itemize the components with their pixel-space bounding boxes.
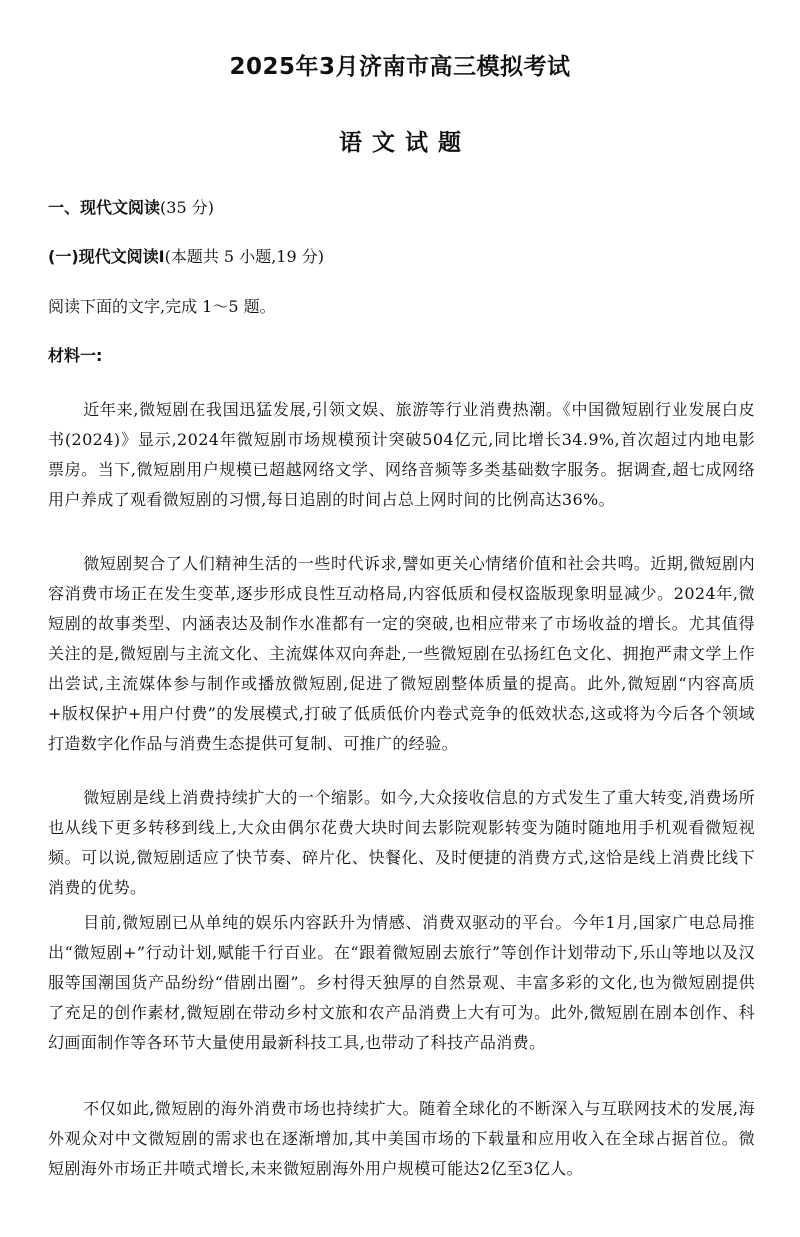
subsection-heading-note: (本题共 5 小题,19 分) (164, 247, 324, 266)
paragraph-1: 近年来,微短剧在我国迅猛发展,引领文娱、旅游等行业消费热潮。《中国微短剧行业发展白皮书(2024)》显示,2024年微短剧市场规模预计突破504亿元,同比增长34.9%,首次超过内地电影票房。当下,微短剧用户规模已超越网络文学、网络音频等多类基础数字服务。据调查,超七成网络用户养成了观看微短剧的习惯,每日追剧的时间占总上网时间的比例高达36%。 (48, 400, 755, 509)
paragraph-4: 目前,微短剧已从单纯的娱乐内容跃升为情感、消费双驱动的平台。今年1月,国家广电总局推出“微短剧+”行动计划,赋能千行百业。在“跟着微短剧去旅行”等创作计划带动下,乐山等地以及汉服等国潮国货产品纷纷“借剧出圈”。乡村得天独厚的自然景观、丰富多彩的文化,也为微短剧提供了充足的创作素材,微短剧在带动乡村文旅和农产品消费上大有可为。此外,微短剧在剧本创作、科幻画面制作等各环节大量使用最新科技工具,也带动了科技产品消费。 (48, 913, 755, 1052)
reading-instruction: 阅读下面的文字,完成 1～5 题。 (48, 297, 276, 316)
material-label-text: 材料一: (48, 346, 103, 365)
subject-title: 语文试题 (339, 130, 471, 156)
paragraph-5: 不仅如此,微短剧的海外消费市场也持续扩大。随着全球化的不断深入与互联网技术的发展,海外观众对中文微短剧的需求也在逐渐增加,其中美国市场的下载量和应用收入在全球占据首位。微短剧海外市场正井喷式增长,未来微短剧海外用户规模可能达2亿至3亿人。 (48, 1099, 755, 1178)
section-heading-label: 一、现代文阅读 (48, 198, 161, 217)
section-heading-score: (35 分) (160, 198, 214, 217)
exam-title: 2025年3月济南市高三模拟考试 (229, 54, 571, 80)
paragraph-2: 微短剧契合了人们精神生活的一些时代诉求,譬如更关心情绪价值和社会共鸣。近期,微短剧内容消费市场正在发生变革,逐步形成良性互动格局,内容低质和侵权盗版现象明显减少。2024年,微短剧的故事类型、内涵表达及制作水准都有一定的突破,也相应带来了市场收益的增长。尤其值得关注的是,微短剧与主流文化、主流媒体双向奔赴,一些微短剧在弘扬红色文化、拥抱严肃文学上作出尝试,主流媒体参与制作或播放微短剧,促进了微短剧整体质量的提高。此外,微短剧“内容高质+版权保护+用户付费”的发展模式,打破了低质低价内卷式竞争的低效状态,这或将为今后各个领域打造数字化作品与消费生态提供可复制、可推广的经验。 (48, 554, 755, 753)
subsection-heading (48, 244, 324, 270)
paragraph-3: 微短剧是线上消费持续扩大的一个缩影。如今,大众接收信息的方式发生了重大转变,消费场所也从线下更多转移到线上,大众由偶尔花费大块时间去影院观影转变为随时随地用手机观看微短视频。可以说,微短剧适应了快节奏、碎片化、快餐化、及时便捷的消费方式,这恰是线上消费比线下消费的优势。 (48, 788, 755, 897)
material-label (48, 343, 102, 369)
section-heading (48, 195, 214, 221)
subsection-heading-label: (一)现代文阅读Ⅰ (48, 247, 165, 266)
